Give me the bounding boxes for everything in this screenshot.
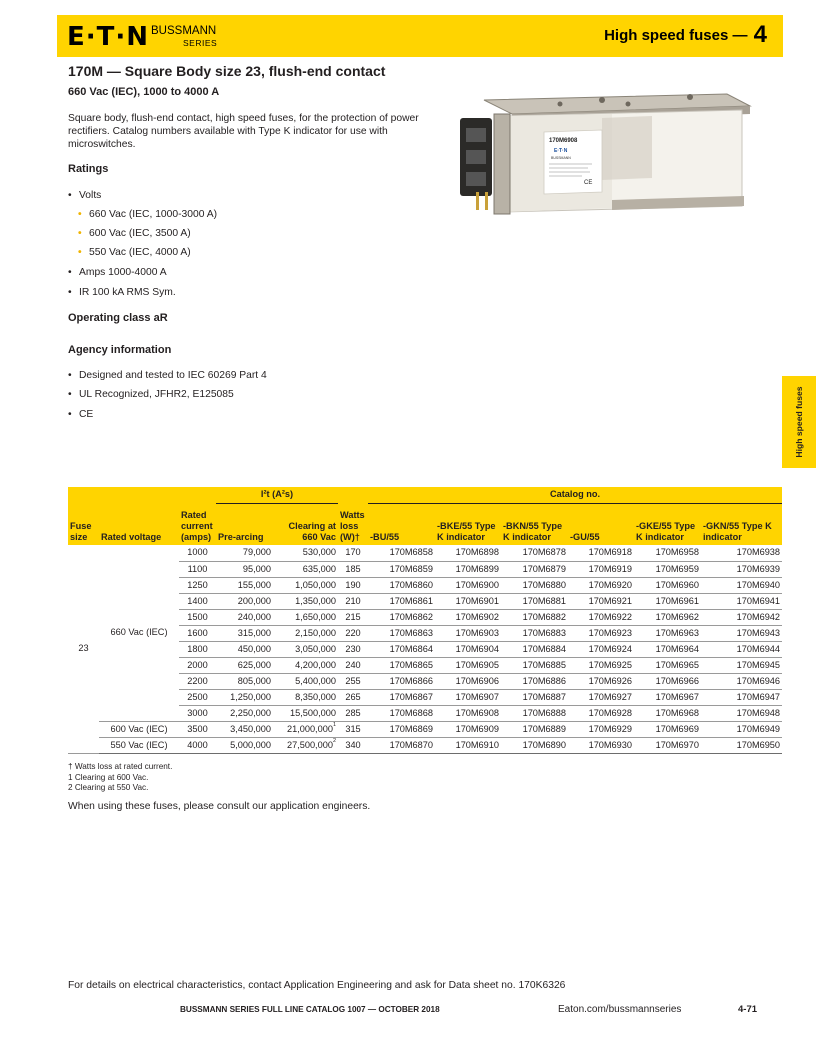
cell-gkn: 170M6949 bbox=[701, 721, 782, 737]
cell-gkn: 170M6939 bbox=[701, 561, 782, 577]
cell-gu: 170M6929 bbox=[568, 721, 634, 737]
cell-bke: 170M6898 bbox=[435, 545, 501, 561]
cell-pre: 450,000 bbox=[216, 641, 273, 657]
cell-bu: 170M6864 bbox=[368, 641, 435, 657]
cell-amps: 2200 bbox=[179, 673, 216, 689]
cell-bkn: 170M6884 bbox=[501, 641, 568, 657]
fuse-product-image bbox=[452, 88, 752, 223]
cell-gkn: 170M6948 bbox=[701, 705, 782, 721]
voltage-cell: 550 Vac (IEC) bbox=[99, 737, 179, 753]
side-tab bbox=[782, 376, 816, 468]
cell-bkn: 170M6882 bbox=[501, 609, 568, 625]
cell-watts: 240 bbox=[338, 657, 368, 673]
cell-amps: 1500 bbox=[179, 609, 216, 625]
cell-gke: 170M6958 bbox=[634, 545, 701, 561]
cell-bkn: 170M6890 bbox=[501, 737, 568, 753]
cell-bu: 170M6869 bbox=[368, 721, 435, 737]
cell-amps: 1000 bbox=[179, 545, 216, 561]
col-rated-current: Rated current (amps) bbox=[179, 503, 216, 545]
fuse-size-cell: 23 bbox=[68, 545, 99, 753]
cell-amps: 3500 bbox=[179, 721, 216, 737]
page-title: 170M — Square Body size 23, flush-end contact bbox=[68, 63, 386, 79]
cell-pre: 155,000 bbox=[216, 577, 273, 593]
cell-gu: 170M6927 bbox=[568, 689, 634, 705]
cell-clr: 5,400,000 bbox=[273, 673, 338, 689]
cell-pre: 2,250,000 bbox=[216, 705, 273, 721]
cell-bu: 170M6868 bbox=[368, 705, 435, 721]
cell-clr: 1,050,000 bbox=[273, 577, 338, 593]
cell-bkn: 170M6878 bbox=[501, 545, 568, 561]
cell-amps: 4000 bbox=[179, 737, 216, 753]
footer-catalog: BUSSMANN SERIES FULL LINE CATALOG 1007 — OCTOBER 2018 bbox=[180, 1005, 440, 1014]
eaton-logo: E·T·N bbox=[67, 22, 150, 52]
cell-clr: 4,200,000 bbox=[273, 657, 338, 673]
cell-gke: 170M6970 bbox=[634, 737, 701, 753]
cell-pre: 200,000 bbox=[216, 593, 273, 609]
label-brand: BUSSMANN bbox=[551, 156, 571, 160]
cell-gu: 170M6923 bbox=[568, 625, 634, 641]
cell-amps: 3000 bbox=[179, 705, 216, 721]
cell-bu: 170M6860 bbox=[368, 577, 435, 593]
col-bke: -BKE/55 Type K indicator bbox=[435, 503, 501, 545]
volt-item: • 660 Vac (IEC, 1000-3000 A) bbox=[78, 209, 218, 220]
cell-gke: 170M6965 bbox=[634, 657, 701, 673]
cell-watts: 220 bbox=[338, 625, 368, 641]
cell-amps: 1800 bbox=[179, 641, 216, 657]
cell-gu: 170M6928 bbox=[568, 705, 634, 721]
catalog-table bbox=[68, 487, 782, 754]
svg-text:E·T·N: E·T·N bbox=[554, 148, 568, 154]
cell-bu: 170M6866 bbox=[368, 673, 435, 689]
cell-gkn: 170M6944 bbox=[701, 641, 782, 657]
cell-pre: 3,450,000 bbox=[216, 721, 273, 737]
cell-watts: 170 bbox=[338, 545, 368, 561]
col-watts: Watts loss (W)† bbox=[338, 503, 368, 545]
cell-gu: 170M6925 bbox=[568, 657, 634, 673]
cell-bu: 170M6863 bbox=[368, 625, 435, 641]
cell-clr: 635,000 bbox=[273, 561, 338, 577]
cell-gkn: 170M6941 bbox=[701, 593, 782, 609]
cell-amps: 1250 bbox=[179, 577, 216, 593]
cell-clr: 8,350,000 bbox=[273, 689, 338, 705]
col-gkn: -GKN/55 Type K indicator bbox=[701, 503, 782, 545]
cell-gkn: 170M6943 bbox=[701, 625, 782, 641]
cell-clr: 21,000,000$^1$ bbox=[273, 721, 338, 737]
voltage-cell: 660 Vac (IEC) bbox=[99, 545, 179, 721]
cell-gke: 170M6967 bbox=[634, 689, 701, 705]
cell-gkn: 170M6940 bbox=[701, 577, 782, 593]
col-pre-arcing: Pre-arcing bbox=[216, 503, 273, 545]
cell-bke: 170M6904 bbox=[435, 641, 501, 657]
section-title: High speed fuses — bbox=[604, 27, 748, 44]
ratings-amps: • Amps 1000-4000 A bbox=[68, 267, 167, 278]
cell-gke: 170M6962 bbox=[634, 609, 701, 625]
cell-gkn: 170M6942 bbox=[701, 609, 782, 625]
cell-gke: 170M6959 bbox=[634, 561, 701, 577]
label-ce: CE bbox=[584, 180, 593, 186]
cell-pre: 79,000 bbox=[216, 545, 273, 561]
cell-pre: 315,000 bbox=[216, 625, 273, 641]
cell-watts: 340 bbox=[338, 737, 368, 753]
side-tab-label: High speed fuses bbox=[794, 386, 804, 458]
cell-pre: 5,000,000 bbox=[216, 737, 273, 753]
cell-bke: 170M6908 bbox=[435, 705, 501, 721]
cell-pre: 805,000 bbox=[216, 673, 273, 689]
cell-bke: 170M6907 bbox=[435, 689, 501, 705]
cell-watts: 255 bbox=[338, 673, 368, 689]
ratings-volts: • Volts bbox=[68, 190, 102, 201]
cell-gu: 170M6922 bbox=[568, 609, 634, 625]
cell-bke: 170M6900 bbox=[435, 577, 501, 593]
footnote: † Watts loss at rated current. bbox=[68, 762, 173, 771]
cell-watts: 215 bbox=[338, 609, 368, 625]
footer-url[interactable]: Eaton.com/bussmannseries bbox=[558, 1004, 682, 1015]
agency-heading: Agency information bbox=[68, 344, 172, 356]
i2t-group-header: I²t (A²s) bbox=[216, 487, 338, 503]
footnote: 1 Clearing at 600 Vac. bbox=[68, 772, 149, 782]
cell-gu: 170M6924 bbox=[568, 641, 634, 657]
cell-gke: 170M6966 bbox=[634, 673, 701, 689]
cell-bu: 170M6859 bbox=[368, 561, 435, 577]
cell-bke: 170M6906 bbox=[435, 673, 501, 689]
cell-gu: 170M6921 bbox=[568, 593, 634, 609]
ratings-heading: Ratings bbox=[68, 163, 109, 175]
bussmann-series: SERIES bbox=[183, 38, 218, 48]
cell-bu: 170M6865 bbox=[368, 657, 435, 673]
consult-note: When using these fuses, please consult our application engineers. bbox=[68, 801, 371, 812]
cell-bke: 170M6901 bbox=[435, 593, 501, 609]
cell-bkn: 170M6886 bbox=[501, 673, 568, 689]
table-row bbox=[68, 545, 782, 561]
cell-bkn: 170M6887 bbox=[501, 689, 568, 705]
cell-bke: 170M6899 bbox=[435, 561, 501, 577]
label-part-number: 170M6908 bbox=[549, 138, 578, 144]
cell-clr: 2,150,000 bbox=[273, 625, 338, 641]
cell-watts: 210 bbox=[338, 593, 368, 609]
cell-gu: 170M6919 bbox=[568, 561, 634, 577]
cell-watts: 185 bbox=[338, 561, 368, 577]
col-gu: -GU/55 bbox=[568, 503, 634, 545]
cell-bke: 170M6910 bbox=[435, 737, 501, 753]
cell-watts: 315 bbox=[338, 721, 368, 737]
cell-bkn: 170M6881 bbox=[501, 593, 568, 609]
cell-gu: 170M6918 bbox=[568, 545, 634, 561]
catalog-group-header: Catalog no. bbox=[368, 487, 782, 503]
header-band bbox=[57, 15, 783, 57]
page-subtitle: 660 Vac (IEC), 1000 to 4000 A bbox=[68, 86, 220, 98]
cell-gke: 170M6968 bbox=[634, 705, 701, 721]
col-bu: -BU/55 bbox=[368, 503, 435, 545]
voltage-cell: 600 Vac (IEC) bbox=[99, 721, 179, 737]
col-rated-voltage: Rated voltage bbox=[99, 503, 179, 545]
cell-bke: 170M6909 bbox=[435, 721, 501, 737]
table-row bbox=[68, 737, 782, 753]
volt-item: • 550 Vac (IEC, 4000 A) bbox=[78, 247, 191, 258]
cell-gu: 170M6930 bbox=[568, 737, 634, 753]
cell-bkn: 170M6888 bbox=[501, 705, 568, 721]
cell-amps: 1400 bbox=[179, 593, 216, 609]
cell-gkn: 170M6946 bbox=[701, 673, 782, 689]
cell-gu: 170M6920 bbox=[568, 577, 634, 593]
section-heading bbox=[604, 23, 767, 48]
cell-watts: 285 bbox=[338, 705, 368, 721]
cell-clr: 1,650,000 bbox=[273, 609, 338, 625]
cell-bke: 170M6902 bbox=[435, 609, 501, 625]
col-fuse-size: Fuse size bbox=[68, 503, 99, 545]
agency-item: • UL Recognized, JFHR2, E125085 bbox=[68, 389, 234, 400]
cell-bkn: 170M6885 bbox=[501, 657, 568, 673]
bussmann-brand: BUSSMANN bbox=[151, 25, 217, 37]
agency-item: • Designed and tested to IEC 60269 Part 4 bbox=[68, 370, 267, 381]
footnotes bbox=[68, 762, 172, 794]
ratings-ir: • IR 100 kA RMS Sym. bbox=[68, 287, 176, 298]
cell-gke: 170M6960 bbox=[634, 577, 701, 593]
cell-watts: 190 bbox=[338, 577, 368, 593]
cell-clr: 530,000 bbox=[273, 545, 338, 561]
cell-gkn: 170M6947 bbox=[701, 689, 782, 705]
cell-bke: 170M6905 bbox=[435, 657, 501, 673]
col-gke: -GKE/55 Type K indicator bbox=[634, 503, 701, 545]
product-description: Square body, flush-end contact, high speed fuses, for the protection of power rectifiers. Catalog numbers available with Type K indicator for use with microswitches. bbox=[68, 113, 419, 150]
agency-item: • CE bbox=[68, 409, 94, 420]
col-clearing: Clearing at 660 Vac bbox=[273, 503, 338, 545]
cell-gke: 170M6963 bbox=[634, 625, 701, 641]
cell-clr: 27,500,000$^2$ bbox=[273, 737, 338, 753]
cell-bu: 170M6858 bbox=[368, 545, 435, 561]
cell-gkn: 170M6950 bbox=[701, 737, 782, 753]
cell-clr: 1,350,000 bbox=[273, 593, 338, 609]
cell-clr: 15,500,000 bbox=[273, 705, 338, 721]
cell-gu: 170M6926 bbox=[568, 673, 634, 689]
cell-clr: 3,050,000 bbox=[273, 641, 338, 657]
cell-bkn: 170M6879 bbox=[501, 561, 568, 577]
cell-bkn: 170M6889 bbox=[501, 721, 568, 737]
volt-item: • 600 Vac (IEC, 3500 A) bbox=[78, 228, 191, 239]
page-number: 4-71 bbox=[738, 1004, 758, 1015]
cell-amps: 2500 bbox=[179, 689, 216, 705]
section-number: 4 bbox=[753, 21, 767, 48]
col-bkn: -BKN/55 Type K indicator bbox=[501, 503, 568, 545]
cell-gkn: 170M6938 bbox=[701, 545, 782, 561]
cell-bu: 170M6867 bbox=[368, 689, 435, 705]
cell-bu: 170M6870 bbox=[368, 737, 435, 753]
cell-watts: 230 bbox=[338, 641, 368, 657]
cell-gkn: 170M6945 bbox=[701, 657, 782, 673]
cell-amps: 2000 bbox=[179, 657, 216, 673]
cell-pre: 240,000 bbox=[216, 609, 273, 625]
cell-watts: 265 bbox=[338, 689, 368, 705]
cell-amps: 1600 bbox=[179, 625, 216, 641]
cell-bkn: 170M6883 bbox=[501, 625, 568, 641]
cell-bke: 170M6903 bbox=[435, 625, 501, 641]
footnote: 2 Clearing at 550 Vac. bbox=[68, 783, 149, 792]
cell-pre: 625,000 bbox=[216, 657, 273, 673]
cell-gke: 170M6964 bbox=[634, 641, 701, 657]
cell-bu: 170M6862 bbox=[368, 609, 435, 625]
cell-gke: 170M6961 bbox=[634, 593, 701, 609]
cell-pre: 1,250,000 bbox=[216, 689, 273, 705]
cell-bkn: 170M6880 bbox=[501, 577, 568, 593]
cell-pre: 95,000 bbox=[216, 561, 273, 577]
operating-class: Operating class aR bbox=[68, 312, 168, 324]
cell-amps: 1100 bbox=[179, 561, 216, 577]
cell-bu: 170M6861 bbox=[368, 593, 435, 609]
details-note: For details on electrical characteristics, contact Application Engineering and ask for Data sheet no. 170K6326 bbox=[68, 980, 566, 991]
table-row bbox=[68, 721, 782, 737]
cell-gke: 170M6969 bbox=[634, 721, 701, 737]
